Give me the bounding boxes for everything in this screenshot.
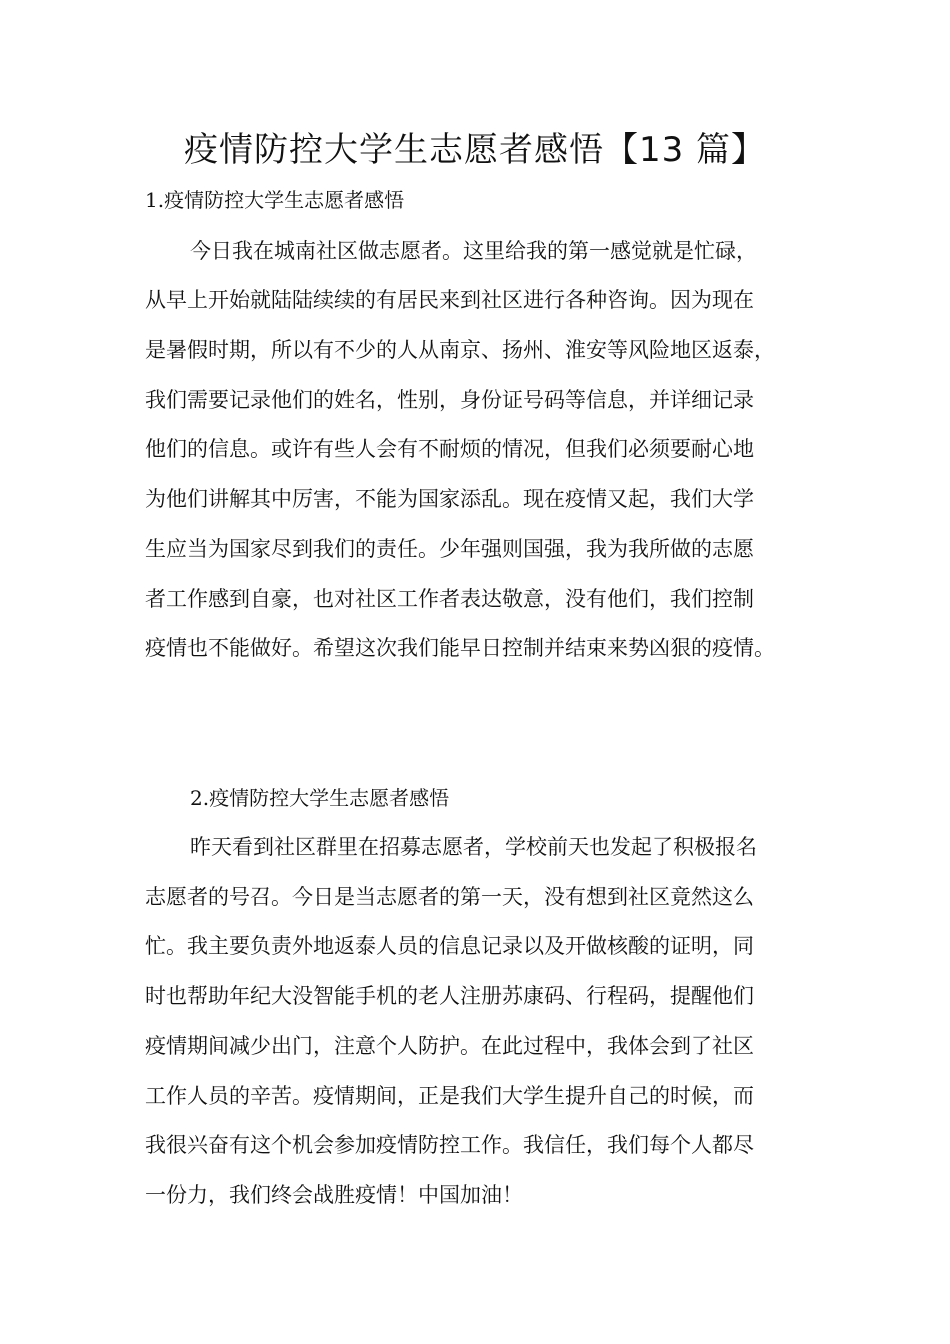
section-1-line-3: 是暑假时期，所以有不少的人从南京、扬州、淮安等风险地区返泰， [145,338,775,362]
section-2-line-7: 我很兴奋有这个机会参加疫情防控工作。我信任，我们每个人都尽 [145,1133,754,1157]
section-1-line-2: 从早上开始就陆陆续续的有居民来到社区进行各种咨询。因为现在 [145,288,754,312]
section-2-line-1: 昨天看到社区群里在招募志愿者，学校前天也发起了积极报名 [190,835,757,859]
section-2-line-5: 疫情期间减少出门，注意个人防护。在此过程中，我体会到了社区 [145,1034,754,1058]
section-2-line-6: 工作人员的辛苦。疫情期间，正是我们大学生提升自己的时候，而 [145,1084,754,1108]
section-1-line-5: 他们的信息。或许有些人会有不耐烦的情况，但我们必须要耐心地 [145,437,754,461]
section-2-line-4: 时也帮助年纪大没智能手机的老人注册苏康码、行程码，提醒他们 [145,984,754,1008]
document-title: 疫情防控大学生志愿者感悟【13 篇】 [183,130,767,170]
section-1-heading: 1.疫情防控大学生志愿者感悟 [145,188,405,212]
section-1-line-9: 疫情也不能做好。希望这次我们能早日控制并结束来势凶狠的疫情。 [145,636,775,660]
section-2-line-8: 一份力，我们终会战胜疫情！中国加油！ [145,1183,523,1207]
section-1-line-4: 我们需要记录他们的姓名，性别，身份证号码等信息，并详细记录 [145,388,754,412]
section-2-heading: 2.疫情防控大学生志愿者感悟 [190,786,450,810]
section-2-line-3: 忙。我主要负责外地返泰人员的信息记录以及开做核酸的证明，同 [145,934,754,958]
section-1-line-1: 今日我在城南社区做志愿者。这里给我的第一感觉就是忙碌， [190,239,757,263]
section-1-line-6: 为他们讲解其中厉害，不能为国家添乱。现在疫情又起，我们大学 [145,487,754,511]
section-1-line-7: 生应当为国家尽到我们的责任。少年强则国强，我为我所做的志愿 [145,537,754,561]
section-1-line-8: 者工作感到自豪，也对社区工作者表达敬意，没有他们，我们控制 [145,587,754,611]
section-2-line-2: 志愿者的号召。今日是当志愿者的第一天，没有想到社区竟然这么 [145,885,754,909]
